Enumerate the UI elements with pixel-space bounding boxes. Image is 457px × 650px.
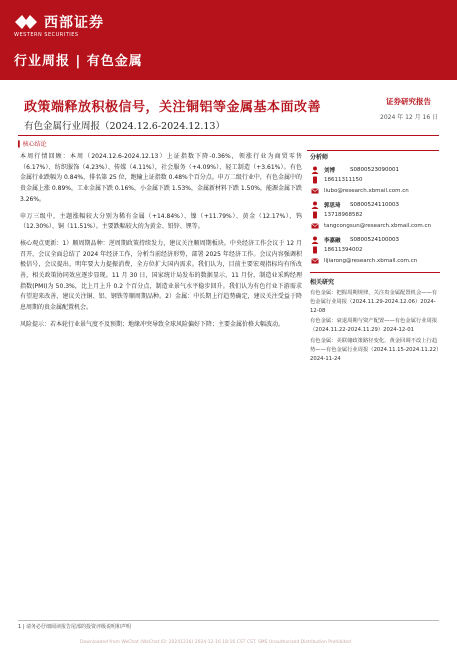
phone-icon: [310, 211, 320, 219]
email-icon: [310, 222, 320, 230]
related-research-label: 相关研究: [310, 279, 335, 286]
report-title: 政策端释放积极信号，关注铜铝等金属基本面改善: [24, 100, 322, 115]
analyst-row: [310, 165, 440, 174]
analyst-block: [310, 200, 440, 231]
email-icon: [310, 257, 320, 265]
phone-icon: [310, 176, 320, 184]
report-subtitle: 有色金属行业周报（2024.12.6-2024.12.13）: [24, 121, 225, 132]
email-address[interactable]: tangcongsun@research.xbmail.com.cn: [324, 222, 432, 229]
sidebar: [310, 152, 440, 365]
subindustry-paragraph: 申万三级中，主题涨幅较大分别为稀有金属（+14.84%）、镍（+11.79%）、黄金（12.17%）、钨（12.30%）、铜（11.51%）。主要跌幅较大的为黄金、铅锌、锂等。: [20, 212, 302, 231]
phone-row: [310, 174, 440, 185]
analyst-block: [310, 165, 440, 196]
contact-cert: S0800524100003: [350, 236, 399, 243]
person-icon: [310, 166, 320, 174]
analyst-name: 郭思琦: [324, 202, 341, 209]
logo-text: 西部证券: [44, 15, 104, 31]
analyst-label: 分析师: [310, 154, 329, 161]
email-row: [310, 185, 440, 196]
analyst-cert: S0800524110003: [350, 201, 399, 208]
analyst-row: [310, 200, 440, 209]
footer-divider: [18, 620, 439, 621]
logo-english-text: WESTERN SECURITIES: [14, 32, 79, 38]
risk-warning-paragraph: 风险提示：若本轮行业景气度不及预期；地缘冲突导致全球风险偏好下降；主要金属价格大幅波动。: [20, 320, 285, 328]
contact-name: 李嘉融: [324, 237, 341, 244]
phone-number: 18611394002: [324, 246, 363, 253]
report-date: 2024 年 12 月 16 日: [380, 114, 439, 121]
header-bar: [0, 0, 457, 80]
core-view-paragraph: 核心观点更新：1）顺周期品种：逆周期政策持续发力，建议关注顺周期板块。中央经济工作会议于 12 月召开，会议全面总结了 2024 年经济工作，分析当前经济形势，部署 2025 年经济工作。会议内容强调积极信号，会议提出，明年要大力提振消费，全方位扩大国内需求。我们认为，目前主要宏观指标均有所改善，相关政策协同效应逐步显现。11 月 30 日，国家统计局发布的数据显示，11 月份，制造业采购经理指数(PMI)为 50.3%，比上月上升 0.2 个百分点，制造业景气水平稳步回升。我们认为有色行业下游需求有望迎来改善，建议关注铜、铝、钢铁等顺周期品种。2）金属：中长期上行趋势确定，建议关注受益于降息周期的贵金属配置机会。: [20, 239, 302, 312]
phone-row: [310, 209, 440, 220]
footer-disclaimer: 1 | 请务必仔细阅读报告尾部的投资评级说明和声明: [18, 624, 132, 630]
analyst-cert: S0800523090001: [350, 166, 399, 173]
related-research-link[interactable]: 有色金属：衰退周期与资产配置——有色金属行业周报（2024.11.22-2024.11.29）2024-12-01: [310, 318, 438, 334]
person-icon: [310, 236, 320, 244]
phone-row: [310, 244, 440, 255]
email-address[interactable]: lijiarong@research.xbmail.com.cn: [324, 257, 418, 264]
email-address[interactable]: liubo@research.xbmail.com.cn: [324, 187, 409, 194]
person-icon: [310, 201, 320, 209]
sidebar-top-divider: [307, 150, 439, 151]
phone-number: 18611311150: [324, 176, 363, 183]
header-title: 行业周报 | 有色金属: [14, 54, 143, 69]
main-content: [20, 152, 302, 331]
email-row: [310, 220, 440, 231]
logo-mark-icon: [14, 13, 38, 31]
related-divider: [310, 272, 440, 273]
phone-icon: [310, 246, 320, 254]
analyst-name: 刘博: [324, 167, 336, 174]
related-research-link[interactable]: 有色金属：美联储政策路径变化，黄金回调不改上行趋势——有色金属行业周报（2024.11.15-2024.11.22）2024-11-24: [310, 337, 439, 362]
download-watermark: Downloaded from WeChat (WeChat ID: 20241216) 2024-12-16 18:16 CST CST. SMS Unauthorized Distribution Prohibited: [80, 640, 352, 645]
report-type-label: 证券研究报告: [386, 97, 431, 106]
phone-number: 13718968582: [324, 211, 363, 218]
email-row: [310, 255, 440, 266]
title-divider: [18, 135, 439, 136]
email-icon: [310, 187, 320, 195]
company-logo: [14, 12, 104, 32]
contact-row: [310, 235, 440, 244]
contact-person-block: [310, 235, 440, 266]
core-conclusion-heading: ▍核心结论: [18, 141, 47, 148]
related-research-link[interactable]: 有色金属：把握周期规律，关注贵金属配置机会——有色金属行业周报（2024.11.29-2024.12.06）2024-12-08: [310, 290, 438, 314]
weekly-review-paragraph: 本周行情回顾：本周（2024.12.6-2024.12.13）上证指数下降-0.36%，领涨行业为商贸零售（6.17%）、纺织服饰（4.23%）、传媒（4.11%），社会服务（+4.09%）、轻工制造（+3.61%）。有色金属行业跌幅为 0.84%，排名第 25 位，跑输上证指数 0.48%个百分点。申万二级行业中，有色金属中的贵金属上涨 0.89%，工业金属下跌 0.16%，小金属下跌 1.53%，金属新材料下跌 1.50%，能源金属下跌 3.26%。: [20, 153, 302, 203]
